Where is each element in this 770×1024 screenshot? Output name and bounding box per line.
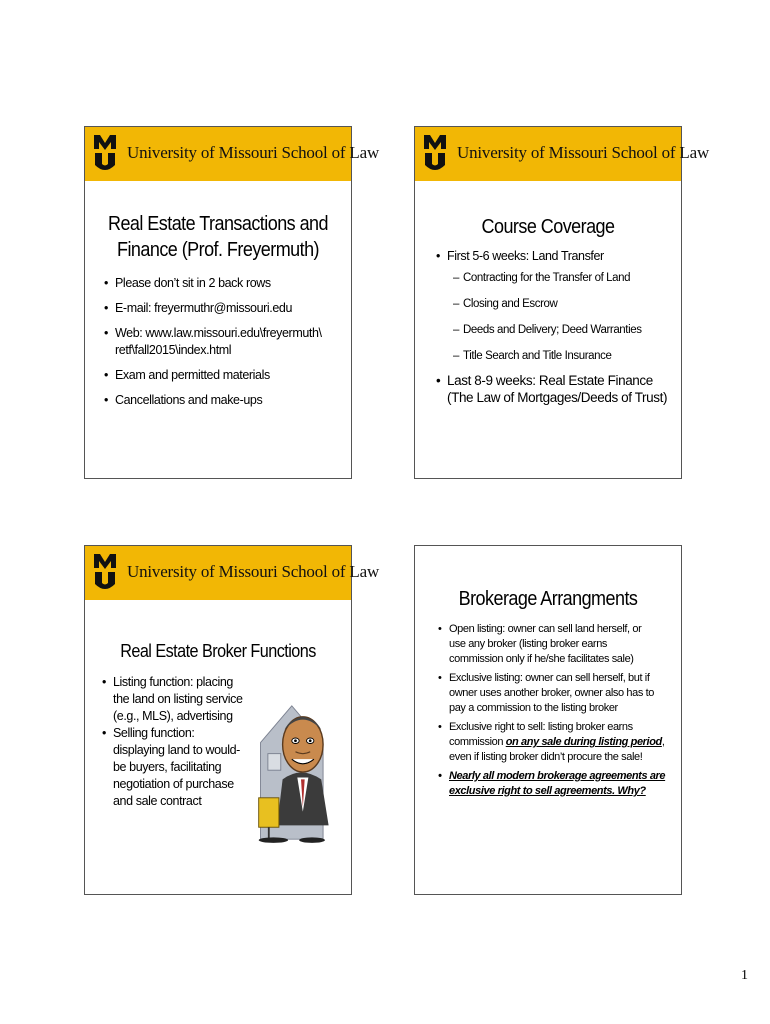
emphasis: on any sale during listing period xyxy=(505,736,662,748)
list-item-continuation: (e.g., MLS), advertising xyxy=(113,709,233,723)
list-item-continuation: (The Law of Mortgages/Deeds of Trust) xyxy=(447,390,668,405)
banner-text: University of Missouri School of Law xyxy=(457,143,710,162)
slide-title: Brokerage Arrangments xyxy=(458,588,638,610)
slide-title: Real Estate Transactions and Finance (Prof. Freyermuth) xyxy=(107,213,329,261)
list-item-continuation: commission only if he/she facilitates sale) xyxy=(449,653,634,665)
page-number: 1 xyxy=(741,968,748,983)
list-item-continuation: pay a commission to the listing broker xyxy=(449,702,618,714)
list-item: • Cancellations and make-ups xyxy=(115,392,351,409)
list-item-continuation: retf\fall2015\index.html xyxy=(115,343,232,357)
slide-banner xyxy=(85,546,380,600)
list-item: • Last 8-9 weeks: Real Estate Finance xyxy=(447,372,681,389)
bullet-list xyxy=(115,275,351,409)
sub-item: – Closing and Escrow xyxy=(453,297,681,312)
slide-title: Course Coverage xyxy=(481,216,615,238)
sub-item: – Deeds and Delivery; Deed Warranties xyxy=(453,323,681,338)
bullet-list xyxy=(447,248,681,406)
list-item: • Open listing: owner can sell land herself, or xyxy=(449,622,681,637)
broker-cartoon-icon xyxy=(255,666,347,856)
list-item: • Please don’t sit in 2 back rows xyxy=(115,275,351,292)
list-item: • Listing function: placing xyxy=(113,674,263,691)
slide-4 xyxy=(414,545,682,895)
slide-3 xyxy=(84,545,380,895)
list-item: • Exam and permitted materials xyxy=(115,367,351,384)
list-item: • Nearly all modern brokerage agreements are xyxy=(449,769,681,784)
list-item: • Selling function: xyxy=(113,725,263,742)
list-item-continuation: commission on any sale during listing period, xyxy=(449,736,665,748)
list-item-continuation: use any broker (listing broker earns xyxy=(449,638,608,650)
list-item-continuation: negotiation of purchase xyxy=(113,777,234,791)
sub-item: – Contracting for the Transfer of Land xyxy=(453,271,681,286)
mu-logo xyxy=(423,133,447,171)
slide-title: Real Estate Broker Functions xyxy=(120,641,316,661)
list-item-continuation: owner uses another broker, owner also has to xyxy=(449,687,654,699)
bullet-list xyxy=(113,674,263,810)
sub-item: – Title Search and Title Insurance xyxy=(453,349,681,364)
mu-logo xyxy=(93,133,117,171)
banner-text: University of Missouri School of Law xyxy=(127,562,380,581)
list-item-continuation: and sale contract xyxy=(113,794,202,808)
slide-banner xyxy=(415,127,710,181)
slide-1 xyxy=(84,126,380,479)
list-item-continuation: the land on listing service xyxy=(113,692,243,706)
list-item: • First 5-6 weeks: Land Transfer xyxy=(447,248,681,265)
list-item-continuation: even if listing broker didn’t procure the sale! xyxy=(449,751,643,763)
list-item-continuation: be buyers, facilitating xyxy=(113,760,222,774)
bullet-list xyxy=(449,622,681,799)
slide-2 xyxy=(414,126,710,479)
list-item: • E-mail: freyermuthr@missouri.edu xyxy=(115,300,351,317)
list-item-continuation: exclusive right to sell agreements. Why? xyxy=(449,785,646,797)
list-item: • Exclusive right to sell: listing broker earns xyxy=(449,720,681,735)
slide-banner xyxy=(85,127,380,181)
banner-text: University of Missouri School of Law xyxy=(127,143,380,162)
list-item: • Exclusive listing: owner can sell herself, but if xyxy=(449,671,681,686)
list-item: • Web: www.law.missouri.edu\freyermuth\ xyxy=(115,325,351,342)
list-item-continuation: displaying land to would- xyxy=(113,743,240,757)
mu-logo xyxy=(93,552,117,590)
